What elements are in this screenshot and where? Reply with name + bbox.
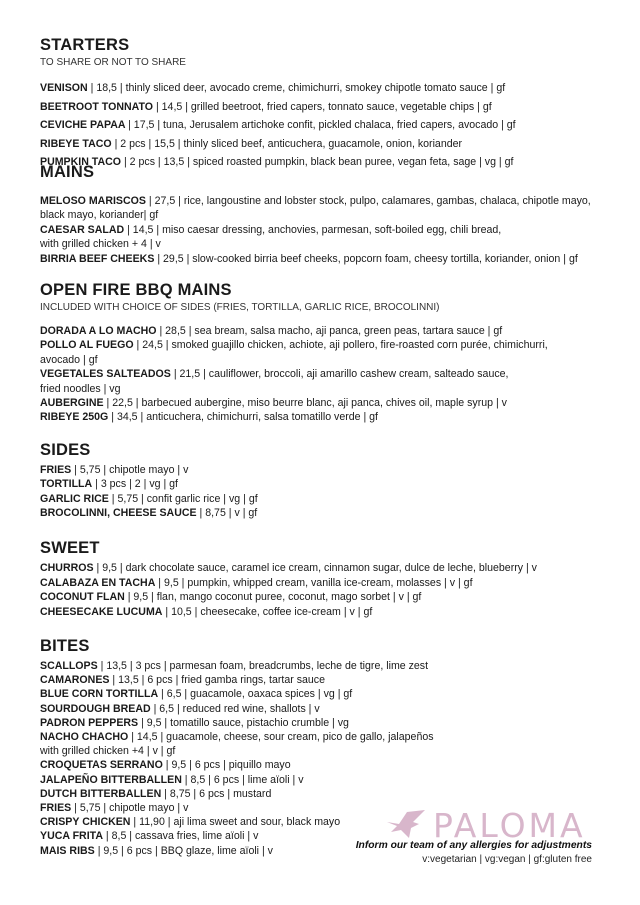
item-name: CAMARONES [40,674,110,687]
item-details: | 9,5 | tomatillo sauce, pistachio crumble | vg [138,716,349,729]
item-name: DORADA A LO MACHO [40,325,157,337]
item-details: | 14,5 | miso caesar dressing, anchovies, parmesan, soft-boiled egg, chili bread, [124,223,502,236]
menu-item [40,716,610,730]
menu-item [40,410,610,424]
item-name: VEGETALES SALTEADOS [40,368,171,381]
menu-item [40,730,610,758]
menu-item [40,477,610,491]
menu-item [40,506,610,520]
item-line [40,687,610,701]
item-name: BROCOLINNI, CHEESE SAUCE [40,507,197,520]
item-list [40,463,610,521]
menu-item [40,576,610,591]
item-name: RIBEYE TACO [40,137,115,150]
menu-item [40,79,610,98]
section-subtitle: TO SHARE OR NOT TO SHARE [40,57,186,68]
menu-section-bbq [40,280,610,425]
item-line [40,410,610,424]
item-name: MELOSO MARISCOS [40,195,146,207]
item-details: | 29,5 | slow-cooked birria beef cheeks, popcorn foam, cheesy tortilla, koriander, onion | gf [154,252,578,265]
item-details: with grilled chicken +4 | v | gf [40,745,176,758]
item-line [40,208,610,222]
item-details: | 34,5 | anticuchera, chimichurri, salsa tomatillo verde | gf [108,411,378,424]
menu-item [40,98,610,117]
menu-item [40,590,610,605]
item-name: RIBEYE 250G [40,411,109,424]
item-line [40,673,610,687]
item-details: | 5,75 | chipotle mayo | v [71,464,189,476]
section-title: SWEET [40,539,100,557]
section-subtitle: INCLUDED WITH CHOICE OF SIDES (FRIES, TORTILLA, GARLIC RICE, BROCOLINNI) [40,302,440,313]
item-details: | 27,5 | rice, langoustine and lobster stock, pulpo, calamares, gambas, chalaca, chipotle mayo, [145,195,591,207]
item-line [40,382,610,396]
item-details: | 14,5 | guacamole, cheese, sour cream, pico de gallo, jalapeños [128,731,434,744]
item-line [40,744,610,758]
item-line [40,116,610,135]
menu-item [40,396,610,410]
item-line [40,659,610,673]
item-name: BLUE CORN TORTILLA [40,688,159,701]
item-details: | 8,5 | cassava fries, lime aïoli | v [102,830,259,843]
menu-item [40,702,610,716]
menu-item [40,338,610,367]
item-name: YUCA FRITA [40,830,103,843]
item-line [40,463,610,477]
item-line [40,194,610,208]
menu-section-starters [40,35,610,172]
item-name: CRISPY CHICKEN [40,816,131,829]
item-details: | 6,5 | guacamole, oaxaca spices | vg | gf [158,688,353,701]
section-title: SIDES [40,441,91,459]
item-details: | 24,5 | smoked guajillo chicken, achiote, aji pollero, fire-roasted corn purée, chimichurri, [133,339,548,352]
item-name: MAIS RIBS [40,844,95,857]
item-details: | 6,5 | reduced red wine, shallots | v [150,702,320,715]
item-name: JALAPEÑO BITTERBALLEN [40,773,182,786]
item-name: TORTILLA [40,478,93,491]
dove-icon [385,810,429,842]
menu-section-sides [40,440,610,521]
item-details: | 5,75 | chipotle mayo | v [71,802,189,815]
item-line [40,135,610,154]
item-name: CROQUETAS SERRANO [40,759,163,772]
item-line [40,252,610,266]
menu-item [40,561,610,576]
menu-item [40,687,610,701]
item-name: PUMPKIN TACO [40,156,122,169]
item-list [40,194,610,266]
item-details: | 8,75 | 6 pcs | mustard [161,787,272,800]
item-line [40,773,610,787]
item-name: NACHO CHACHO [40,731,129,744]
item-line [40,338,610,352]
item-name: BIRRIA BEEF CHEEKS [40,252,155,265]
item-details: black mayo, koriander| gf [40,209,159,222]
item-line [40,730,610,744]
menu-item [40,223,610,252]
menu-item [40,194,610,223]
section-title: STARTERS [40,36,130,54]
item-details: | 10,5 | cheesecake, coffee ice-cream | v | gf [162,605,373,618]
item-name: SOURDOUGH BREAD [40,702,151,715]
menu-item [40,492,610,506]
item-line [40,605,610,620]
menu-item [40,673,610,687]
item-line [40,492,610,506]
item-details: | 22,5 | barbecued aubergine, miso beurre blanc, aji panca, chives oil, maple syrup | v [103,397,507,410]
section-title: MAINS [40,163,95,181]
item-details: | 21,5 | cauliflower, broccoli, aji amarillo cashew cream, salteado sauce, [170,368,509,381]
item-name: GARLIC RICE [40,492,109,505]
item-details: | 2 pcs | 15,5 | thinly sliced beef, anticuchera, guacamole, onion, koriander [114,137,463,150]
menu-item [40,605,610,620]
item-name: CALABAZA EN TACHA [40,576,156,589]
item-name: PADRON PEPPERS [40,716,139,729]
item-line [40,576,610,591]
menu-item [40,758,610,772]
menu-item [40,116,610,135]
item-line [40,787,610,801]
item-details: | 5,75 | confit garlic rice | vg | gf [108,492,258,505]
menu-item [40,787,610,801]
item-details: | 13,5 | 6 pcs | fried gamba rings, tartar sauce [109,674,325,687]
item-name: COCONUT FLAN [40,591,125,604]
allergy-note: Inform our team of any allergies for adjustments [355,840,592,851]
logo-text: PALOMA [433,806,586,845]
item-details: fried noodles | vg [40,382,121,395]
item-name: VENISON [40,82,88,94]
item-details: | 18,5 | thinly sliced deer, avocado creme, chimichurri, smokey chipotle tomato sauce | gf [87,82,506,94]
item-details: avocado | gf [40,353,98,366]
item-name: CEVICHE PAPAA [40,119,129,132]
item-name: DUTCH BITTERBALLEN [40,787,162,800]
menu-item [40,367,610,396]
item-line [40,353,610,367]
item-line [40,561,610,576]
item-list [40,561,610,619]
item-name: POLLO AL FUEGO [40,339,134,352]
item-list [40,324,610,425]
item-line [40,79,610,98]
menu-section-mains [40,162,610,266]
menu-item [40,659,610,673]
item-line [40,702,610,716]
item-list [40,79,610,172]
section-title: OPEN FIRE BBQ MAINS [40,281,232,299]
item-details: | 8,5 | 6 pcs | lime aïoli | v [181,773,304,786]
item-details: | 9,5 | dark chocolate sauce, caramel ice cream, cinnamon sugar, dulce de leche, blueberry | v [93,562,537,574]
menu-item [40,135,610,154]
item-line [40,237,610,251]
section-title: BITES [40,637,90,655]
item-line [40,758,610,772]
item-details: with grilled chicken + 4 | v [40,238,161,251]
menu-item [40,324,610,338]
item-line [40,716,610,730]
item-line [40,223,610,237]
item-details: | 13,5 | 3 pcs | parmesan foam, breadcrumbs, leche de tigre, lime zest [97,660,429,672]
menu-item [40,773,610,787]
item-line [40,477,610,491]
item-details: | 2 pcs | 13,5 | spiced roasted pumpkin, black bean puree, vegan feta, sage | vg | gf [121,156,514,169]
item-details: | 28,5 | sea bream, salsa macho, aji panca, green peas, tartara sauce | gf [156,325,503,337]
item-name: BEETROOT TONNATO [40,100,154,113]
item-details: | 9,5 | pumpkin, whipped cream, vanilla ice-cream, molasses | v | gf [155,576,473,589]
item-details: | 14,5 | grilled beetroot, fried capers, tonnato sauce, vegetable chips | gf [153,100,492,113]
item-details: | 9,5 | 6 pcs | BBQ glaze, lime aïoli | v [94,844,273,857]
menu-item [40,463,610,477]
menu-item [40,252,610,266]
item-details: | 3 pcs | 2 | vg | gf [92,478,178,491]
diet-legend: v:vegetarian | vg:vegan | gf:gluten free [422,854,592,865]
item-name: CHEESECAKE LUCUMA [40,605,163,618]
item-line [40,98,610,117]
item-line [40,367,610,381]
item-details: | 9,5 | 6 pcs | piquillo mayo [162,759,291,772]
item-details: | 17,5 | tuna, Jerusalem artichoke confit, pickled chalaca, fried capers, avocado | gf [128,119,516,132]
item-name: SCALLOPS [40,660,98,672]
item-line [40,506,610,520]
menu-section-sweet [40,538,610,619]
item-details: | 9,5 | flan, mango coconut puree, coconut, mago sorbet | v | gf [124,591,422,604]
item-details: | 8,75 | v | gf [196,507,258,520]
item-name: CAESAR SALAD [40,223,125,236]
item-details: | 11,90 | aji lima sweet and sour, black mayo [130,816,341,829]
item-name: FRIES [40,802,72,815]
item-name: CHURROS [40,562,94,574]
item-line [40,396,610,410]
item-name: AUBERGINE [40,397,104,410]
item-line [40,324,610,338]
paloma-logo [385,806,595,845]
item-line [40,590,610,605]
item-name: FRIES [40,464,72,476]
